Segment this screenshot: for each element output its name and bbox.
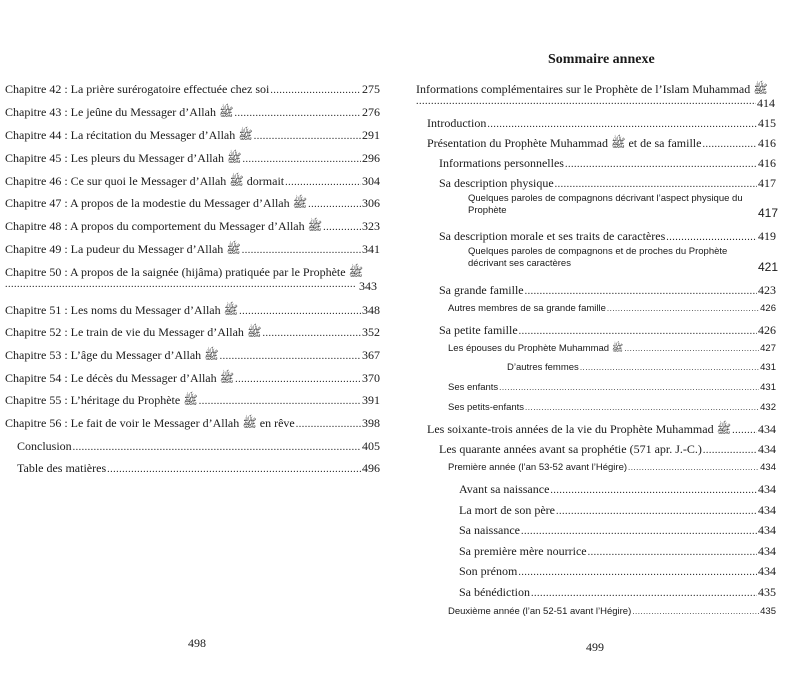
toc-entry: Sa bénédiction ..... 435: [459, 585, 776, 601]
toc-entry-title: Informations complémentaires sur le Prophète de l’Islam Muhammad ﷺ: [416, 82, 768, 96]
toc-entry: Sa grande famille ..... 423: [439, 283, 776, 299]
toc-entry: Chapitre 56 : Le fait de voir le Messager d’Allah ﷺ en rêve ..... 398: [5, 416, 380, 432]
toc-entry-title: Chapitre 50 : A propos de la saignée (hijâma) pratiquée par le Prophète ﷺ: [5, 265, 364, 279]
toc-entry: Les épouses du Prophète Muhammad ﷺ ..... 427: [448, 343, 776, 355]
toc-entry: Chapitre 52 : Le train de vie du Messager d’Allah ﷺ ..... 352: [5, 325, 380, 341]
toc-entry: Chapitre 53 : L’âge du Messager d’Allah ﷺ ..... 367: [5, 348, 380, 364]
toc-entry: Autres membres de sa grande famille ..... 426: [448, 303, 776, 315]
toc-entry: Chapitre 45 : Les pleurs du Messager d’Allah ﷺ ..... 296: [5, 151, 380, 167]
toc-entry: Chapitre 42 : La prière surérogatoire effectuée chez soi ..... 275: [5, 82, 380, 98]
page-number: 499: [586, 640, 604, 654]
toc-entry: Chapitre 48 : A propos du comportement du Messager d’Allah ﷺ ..... 323: [5, 219, 380, 235]
toc-entry: Informations personnelles ..... 416: [439, 156, 776, 172]
toc-entry: Table des matières ..... 496: [17, 461, 380, 477]
toc-entry: Chapitre 46 : Ce sur quoi le Messager d’Allah ﷺ dormait ..... 304: [5, 174, 380, 190]
toc-entry: Avant sa naissance ..... 434: [459, 482, 776, 498]
toc-entry-page: 417: [758, 206, 779, 220]
toc-entry: Deuxième année (l’an 52-51 avant l’Hégire) ..... 435: [448, 606, 776, 618]
toc-entry: Sa naissance ..... 434: [459, 523, 776, 539]
toc-entry: Ses petits-enfants ..... 432: [448, 402, 776, 414]
toc-entry: D’autres femmes ..... 431: [507, 362, 776, 374]
toc-entry-page: 343: [359, 279, 377, 293]
toc-entry: Première année (l’an 53-52 avant l’Hégire) ..... 434: [448, 462, 776, 474]
toc-entry: Chapitre 51 : Les noms du Messager d’Allah ﷺ ..... 348: [5, 303, 380, 319]
toc-leader-dots: [5, 279, 355, 290]
toc-entry: Ses enfants ..... 431: [448, 382, 776, 394]
toc-entry-title: Quelques paroles de compagnons et de proches du Prophète décrivant ses caractères: [468, 246, 728, 269]
toc-entry: Conclusion ..... 405: [17, 439, 380, 455]
toc-entry: Sa petite famille ..... 426: [439, 323, 776, 339]
toc-entry: La mort de son père ..... 434: [459, 503, 776, 519]
toc-entry: Sa première mère nourrice ..... 434: [459, 544, 776, 560]
toc-entry: Son prénom ..... 434: [459, 564, 776, 580]
left-page: [0, 0, 385, 683]
page-number: 498: [188, 636, 206, 650]
toc-entry-page: 421: [758, 260, 779, 274]
toc-entry: Sa description morale et ses traits de caractères ..... 419: [439, 229, 776, 245]
toc-entry: Chapitre 47 : A propos de la modestie du Messager d’Allah ﷺ ..... 306: [5, 196, 380, 212]
toc-entry: Chapitre 43 : Le jeûne du Messager d’Allah ﷺ ..... 276: [5, 105, 380, 121]
toc-entry-title: Quelques paroles de compagnons décrivant l’aspect physique du Prophète: [468, 193, 743, 216]
toc-entry: Les soixante-trois années de la vie du Prophète Muhammad ﷺ ..... 434: [427, 422, 776, 438]
toc-entry: Les quarante années avant sa prophétie (571 apr. J.-C.) ..... 434: [439, 442, 776, 458]
page-heading: Sommaire annexe: [548, 52, 655, 67]
toc-entry: Introduction ..... 415: [427, 116, 776, 132]
toc-entry: Présentation du Prophète Muhammad ﷺ et de sa famille ..... 416: [427, 136, 776, 152]
toc-entry: Chapitre 55 : L’héritage du Prophète ﷺ ..... 391: [5, 393, 380, 409]
toc-entry: Chapitre 49 : La pudeur du Messager d’Allah ﷺ ..... 341: [5, 242, 380, 258]
toc-entry: Chapitre 54 : Le décès du Messager d’Allah ﷺ ..... 370: [5, 371, 380, 387]
toc-entry: Sa description physique ..... 417: [439, 176, 776, 192]
toc-leader-dots: [416, 96, 756, 107]
right-page: [410, 0, 785, 683]
toc-entry: Chapitre 44 : La récitation du Messager d’Allah ﷺ ..... 291: [5, 128, 380, 144]
toc-entry-page: 414: [757, 96, 775, 110]
